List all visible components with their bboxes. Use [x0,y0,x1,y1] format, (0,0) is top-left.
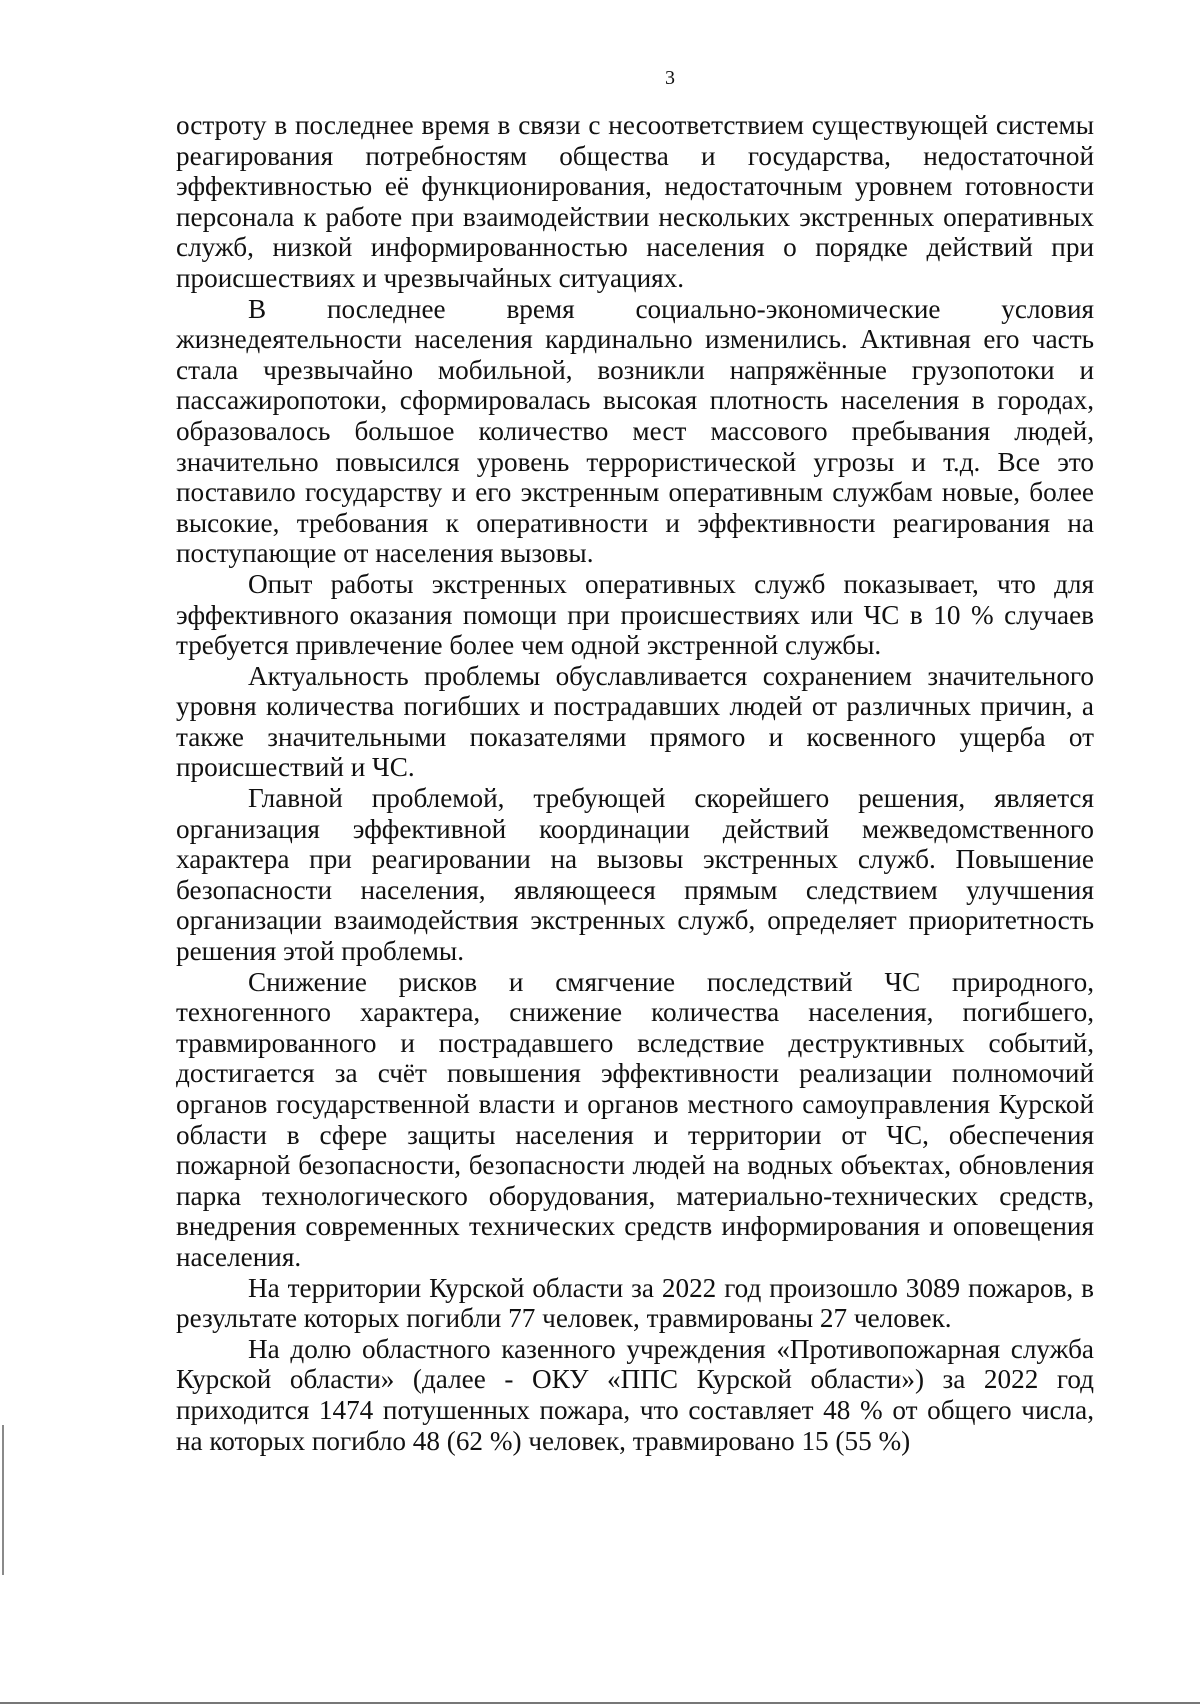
paragraph-emergency-services-experience: Опыт работы экстренных оперативных служб показывает, что для эффективного оказания помощи при происшествиях или ЧС в 10 % случаев требуется привлечение более чем одной экстренной службы. [176,568,1094,661]
paragraph-problem-relevance: Актуальность проблемы обуславливается сохранением значительного уровня количества погибших и пострадавших людей от различных причин, а также значительными показателями прямого и косвенного ущерба от происшествий и ЧС. [176,660,1094,783]
document-body [176,110,1094,1456]
paragraph-fire-statistics: На территории Курской области за 2022 год произошло 3089 пожаров, в результате которых погибли 77 человек, травмированы 27 человек. [176,1272,1094,1334]
page-number: 3 [665,67,675,89]
scan-bottom-edge [0,1702,1200,1704]
paragraph-risk-reduction: Снижение рисков и смягчение последствий ЧС природного, техногенного характера, снижение количества населения, погибшего, травмированного и пострадавшего вследствие деструктивных событий, достигается за счёт повышения эффективности реализации полномочий органов государственной власти и органов местного самоуправления Курской области в сфере защиты населения и территории от ЧС, обеспечения пожарной безопасности, безопасности людей на водных объектах, обновления парка технологического оборудования, материально-технических средств, внедрения современных технических средств информирования и оповещения населения. [176,966,1094,1272]
paragraph-main-problem: Главной проблемой, требующей скорейшего решения, является организация эффективной координации действий межведомственного характера при реагировании на вызовы экстренных служб. Повышение безопасности населения, являющееся прямым следствием улучшения организации взаимодействия экстренных служб, определяет приоритетность решения этой проблемы. [176,783,1094,967]
paragraph-socioeconomic-conditions: В последнее время социально-экономические условия жизнедеятельности населения кардинально изменились. Активная его часть стала чрезвычайно мобильной, возникли напряжённые грузопотоки и пассажиропотоки, сформировалась высокая плотность населения в городах, образовалось большое количество мест массового пребывания людей, значительно повысился уровень террористической угрозы и т.д. Все это поставило государству и его экстренным оперативным службам новые, более высокие, требования к оперативности и эффективности реагирования на поступающие от населения вызовы. [176,293,1094,569]
paragraph-continuation: остроту в последнее время в связи с несоответствием существующей системы реагирования потребностям общества и государства, недостаточной эффективностью её функционирования, недостаточным уровнем готовности персонала к работе при взаимодействии нескольких экстренных оперативных служб, низкой информированностью населения о порядке действий при происшествиях и чрезвычайных ситуациях. [176,110,1094,293]
paragraph-fire-service-share: На долю областного казенного учреждения «Противопожарная служба Курской области» (далее - ОКУ «ППС Курской области») за 2022 год приходится 1474 потушенных пожара, что составляет 48 % от общего числа, на которых погибло 48 (62 %) человек, травмировано 15 (55 %) [176,1333,1094,1456]
scan-edge-mark [2,1425,4,1575]
